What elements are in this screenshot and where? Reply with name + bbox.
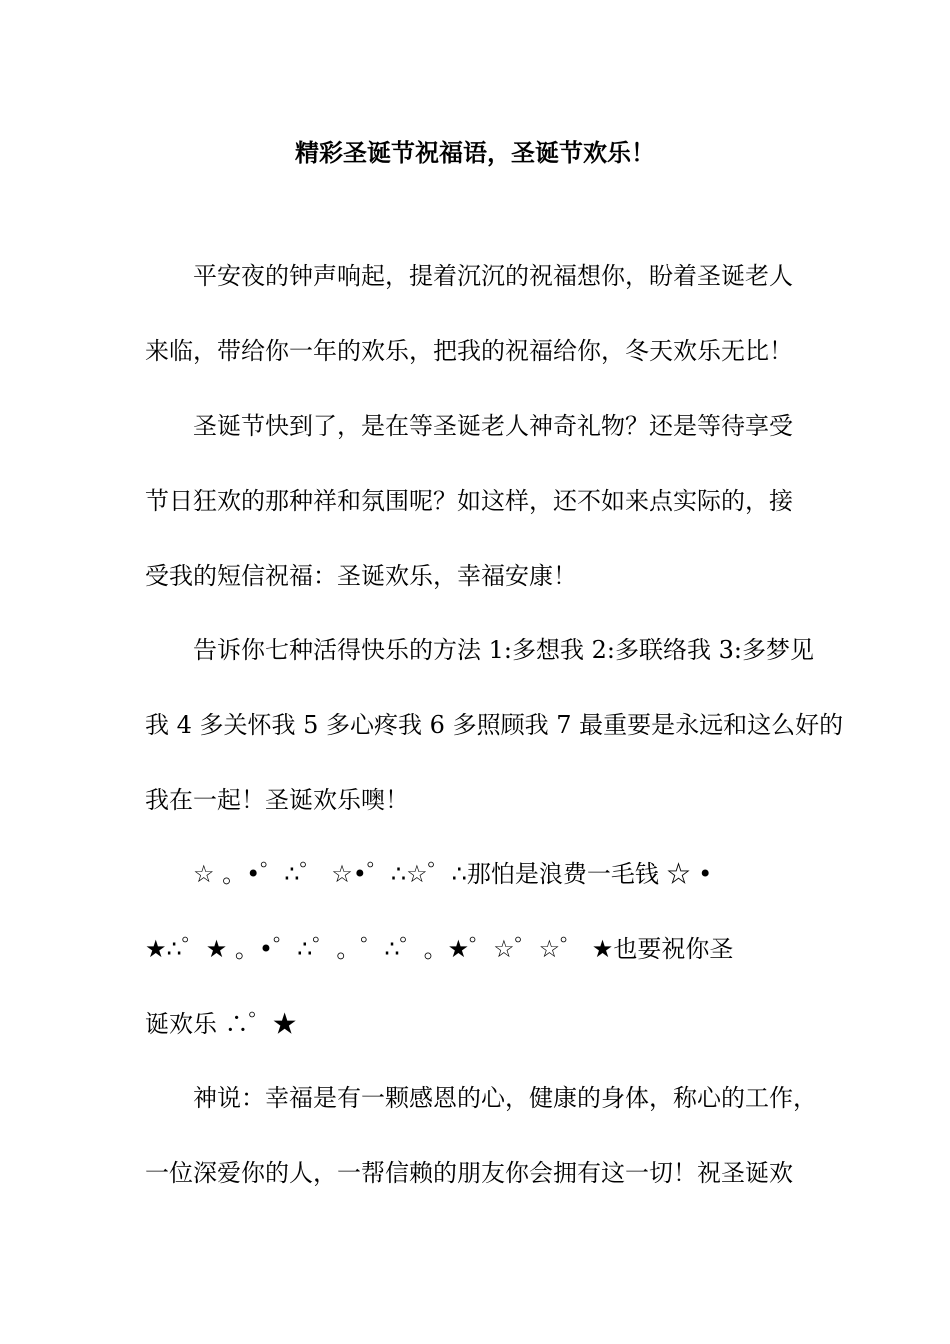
paragraph-5-line-2: 一位深爱你的人，一帮信赖的朋友你会拥有这一切！祝圣诞欢 <box>145 1159 793 1187</box>
paragraph-4-line-2: ★∴゜★ 。•゜∴゜。゜∴゜。★゜☆゜☆゜ ★也要祝你圣 <box>145 935 734 963</box>
paragraph-1-line-2: 来临，带给你一年的欢乐，把我的祝福给你，冬天欢乐无比！ <box>145 337 793 365</box>
paragraph-2-line-3: 受我的短信祝福：圣诞欢乐，幸福安康！ <box>145 562 577 590</box>
paragraph-2-line-2: 节日狂欢的那种祥和氛围呢？如这样，还不如来点实际的，接 <box>145 487 793 515</box>
paragraph-5-line-1: 神说：幸福是有一颗感恩的心，健康的身体，称心的工作， <box>193 1084 817 1112</box>
paragraph-3-line-2: 我 4 多关怀我 5 多心疼我 6 多照顾我 7 最重要是永远和这么好的 <box>145 711 844 739</box>
paragraph-2-line-1: 圣诞节快到了，是在等圣诞老人神奇礼物？还是等待享受 <box>193 412 793 440</box>
paragraph-4-line-3: 诞欢乐 ∴゜★ <box>145 1010 297 1038</box>
paragraph-3-line-3: 我在一起！圣诞欢乐噢！ <box>145 786 409 814</box>
paragraph-3-line-1: 告诉你七种活得快乐的方法 1:多想我 2:多联络我 3:多梦见 <box>193 636 814 664</box>
paragraph-1-line-1: 平安夜的钟声响起，提着沉沉的祝福想你，盼着圣诞老人 <box>193 262 793 290</box>
paragraph-4-line-1: ☆ 。•゜∴゜ ☆•゜∴☆゜∴那怕是浪费一毛钱 ☆ • <box>193 860 713 888</box>
document-title: 精彩圣诞节祝福语，圣诞节欢乐！ <box>295 138 655 167</box>
